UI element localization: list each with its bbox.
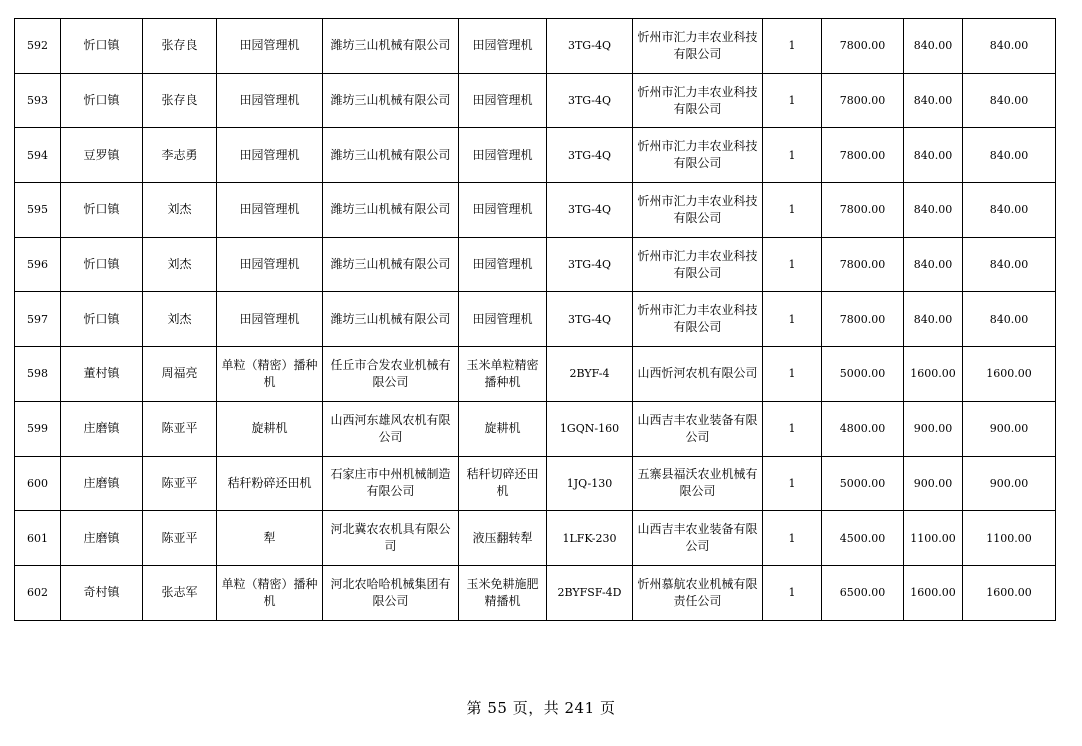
table-row	[15, 237, 1056, 292]
sale-price-cell: 5000.00	[822, 347, 904, 402]
total-page-count: 241	[564, 699, 595, 717]
sale-price-cell: 7800.00	[822, 183, 904, 238]
total-subsidy-cell: 900.00	[963, 401, 1056, 456]
central-subsidy-cell: 840.00	[904, 73, 963, 128]
dealer-cell: 忻州市汇力丰农业科技有限公司	[633, 292, 763, 347]
sale-price-cell: 5000.00	[822, 456, 904, 511]
buyer-name-cell: 李志勇	[143, 128, 217, 183]
town-cell: 董村镇	[61, 347, 143, 402]
total-subsidy-cell: 900.00	[963, 456, 1056, 511]
buyer-name-cell: 刘杰	[143, 183, 217, 238]
dealer-cell: 山西吉丰农业装备有限公司	[633, 511, 763, 566]
buyer-name-cell: 周福亮	[143, 347, 217, 402]
buyer-name-cell: 陈亚平	[143, 511, 217, 566]
product-name-cell: 田园管理机	[459, 237, 547, 292]
town-cell: 忻口镇	[61, 292, 143, 347]
product-name-cell: 玉米免耕施肥精播机	[459, 565, 547, 620]
footer-middle: 页，共	[512, 699, 560, 717]
buyer-name-cell: 刘杰	[143, 237, 217, 292]
model-cell: 1LFK-230	[547, 511, 633, 566]
sale-price-cell: 7800.00	[822, 73, 904, 128]
table-row	[15, 73, 1056, 128]
machine-category-cell: 犁	[217, 511, 323, 566]
product-name-cell: 玉米单粒精密播种机	[459, 347, 547, 402]
town-cell: 忻口镇	[61, 73, 143, 128]
quantity-cell: 1	[763, 456, 822, 511]
product-name-cell: 液压翻转犁	[459, 511, 547, 566]
central-subsidy-cell: 1600.00	[904, 565, 963, 620]
sale-price-cell: 7800.00	[822, 128, 904, 183]
total-subsidy-cell: 840.00	[963, 292, 1056, 347]
model-cell: 2BYFSF-4D	[547, 565, 633, 620]
row-number-cell: 600	[15, 456, 61, 511]
central-subsidy-cell: 840.00	[904, 19, 963, 74]
table-row	[15, 347, 1056, 402]
footer-suffix: 页	[599, 699, 616, 717]
central-subsidy-cell: 840.00	[904, 237, 963, 292]
subsidy-table	[14, 18, 1056, 621]
buyer-name-cell: 陈亚平	[143, 456, 217, 511]
machine-category-cell: 秸秆粉碎还田机	[217, 456, 323, 511]
town-cell: 奇村镇	[61, 565, 143, 620]
machine-category-cell: 田园管理机	[217, 183, 323, 238]
row-number-cell: 599	[15, 401, 61, 456]
product-name-cell: 田园管理机	[459, 292, 547, 347]
model-cell: 3TG-4Q	[547, 237, 633, 292]
buyer-name-cell: 刘杰	[143, 292, 217, 347]
quantity-cell: 1	[763, 511, 822, 566]
central-subsidy-cell: 900.00	[904, 456, 963, 511]
product-name-cell: 田园管理机	[459, 19, 547, 74]
total-subsidy-cell: 840.00	[963, 19, 1056, 74]
sale-price-cell: 7800.00	[822, 19, 904, 74]
table-row	[15, 511, 1056, 566]
model-cell: 3TG-4Q	[547, 128, 633, 183]
total-subsidy-cell: 840.00	[963, 183, 1056, 238]
dealer-cell: 忻州市汇力丰农业科技有限公司	[633, 183, 763, 238]
manufacturer-cell: 石家庄市中州机械制造有限公司	[323, 456, 459, 511]
dealer-cell: 忻州市汇力丰农业科技有限公司	[633, 237, 763, 292]
town-cell: 忻口镇	[61, 237, 143, 292]
dealer-cell: 忻州市汇力丰农业科技有限公司	[633, 128, 763, 183]
model-cell: 1JQ-130	[547, 456, 633, 511]
row-number-cell: 597	[15, 292, 61, 347]
model-cell: 3TG-4Q	[547, 183, 633, 238]
machine-category-cell: 单粒（精密）播种机	[217, 565, 323, 620]
row-number-cell: 601	[15, 511, 61, 566]
buyer-name-cell: 张存良	[143, 73, 217, 128]
central-subsidy-cell: 900.00	[904, 401, 963, 456]
page-footer	[0, 697, 1082, 718]
row-number-cell: 602	[15, 565, 61, 620]
dealer-cell: 忻州市汇力丰农业科技有限公司	[633, 73, 763, 128]
manufacturer-cell: 潍坊三山机械有限公司	[323, 19, 459, 74]
dealer-cell: 忻州市汇力丰农业科技有限公司	[633, 19, 763, 74]
central-subsidy-cell: 840.00	[904, 183, 963, 238]
dealer-cell: 五寨县福沃农业机械有限公司	[633, 456, 763, 511]
buyer-name-cell: 陈亚平	[143, 401, 217, 456]
machine-category-cell: 旋耕机	[217, 401, 323, 456]
quantity-cell: 1	[763, 183, 822, 238]
sale-price-cell: 6500.00	[822, 565, 904, 620]
quantity-cell: 1	[763, 347, 822, 402]
machine-category-cell: 田园管理机	[217, 19, 323, 74]
model-cell: 2BYF-4	[547, 347, 633, 402]
town-cell: 豆罗镇	[61, 128, 143, 183]
sale-price-cell: 7800.00	[822, 292, 904, 347]
total-subsidy-cell: 1600.00	[963, 565, 1056, 620]
product-name-cell: 田园管理机	[459, 128, 547, 183]
manufacturer-cell: 任丘市合发农业机械有限公司	[323, 347, 459, 402]
quantity-cell: 1	[763, 401, 822, 456]
row-number-cell: 595	[15, 183, 61, 238]
town-cell: 庄磨镇	[61, 511, 143, 566]
table-row	[15, 183, 1056, 238]
machine-category-cell: 田园管理机	[217, 292, 323, 347]
town-cell: 忻口镇	[61, 19, 143, 74]
buyer-name-cell: 张存良	[143, 19, 217, 74]
quantity-cell: 1	[763, 237, 822, 292]
row-number-cell: 592	[15, 19, 61, 74]
model-cell: 3TG-4Q	[547, 19, 633, 74]
central-subsidy-cell: 1600.00	[904, 347, 963, 402]
footer-prefix: 第	[466, 699, 483, 717]
machine-category-cell: 田园管理机	[217, 73, 323, 128]
dealer-cell: 山西吉丰农业装备有限公司	[633, 401, 763, 456]
quantity-cell: 1	[763, 19, 822, 74]
quantity-cell: 1	[763, 73, 822, 128]
row-number-cell: 594	[15, 128, 61, 183]
sale-price-cell: 4500.00	[822, 511, 904, 566]
quantity-cell: 1	[763, 128, 822, 183]
manufacturer-cell: 潍坊三山机械有限公司	[323, 128, 459, 183]
buyer-name-cell: 张志军	[143, 565, 217, 620]
table-row	[15, 456, 1056, 511]
total-subsidy-cell: 840.00	[963, 128, 1056, 183]
table-body	[15, 19, 1056, 621]
total-subsidy-cell: 1100.00	[963, 511, 1056, 566]
quantity-cell: 1	[763, 565, 822, 620]
total-subsidy-cell: 1600.00	[963, 347, 1056, 402]
dealer-cell: 山西忻河农机有限公司	[633, 347, 763, 402]
central-subsidy-cell: 840.00	[904, 292, 963, 347]
product-name-cell: 旋耕机	[459, 401, 547, 456]
product-name-cell: 田园管理机	[459, 183, 547, 238]
model-cell: 3TG-4Q	[547, 292, 633, 347]
town-cell: 庄磨镇	[61, 401, 143, 456]
total-subsidy-cell: 840.00	[963, 237, 1056, 292]
total-subsidy-cell: 840.00	[963, 73, 1056, 128]
table-row	[15, 19, 1056, 74]
product-name-cell: 秸秆切碎还田机	[459, 456, 547, 511]
quantity-cell: 1	[763, 292, 822, 347]
manufacturer-cell: 潍坊三山机械有限公司	[323, 183, 459, 238]
manufacturer-cell: 潍坊三山机械有限公司	[323, 292, 459, 347]
manufacturer-cell: 河北冀农农机具有限公司	[323, 511, 459, 566]
row-number-cell: 598	[15, 347, 61, 402]
current-page-number: 55	[487, 699, 508, 717]
manufacturer-cell: 潍坊三山机械有限公司	[323, 237, 459, 292]
machine-category-cell: 田园管理机	[217, 237, 323, 292]
model-cell: 3TG-4Q	[547, 73, 633, 128]
manufacturer-cell: 潍坊三山机械有限公司	[323, 73, 459, 128]
machine-category-cell: 田园管理机	[217, 128, 323, 183]
table-row	[15, 292, 1056, 347]
table-row	[15, 401, 1056, 456]
machine-category-cell: 单粒（精密）播种机	[217, 347, 323, 402]
model-cell: 1GQN-160	[547, 401, 633, 456]
central-subsidy-cell: 840.00	[904, 128, 963, 183]
sale-price-cell: 4800.00	[822, 401, 904, 456]
dealer-cell: 忻州慕航农业机械有限责任公司	[633, 565, 763, 620]
row-number-cell: 596	[15, 237, 61, 292]
town-cell: 忻口镇	[61, 183, 143, 238]
manufacturer-cell: 山西河东雄风农机有限公司	[323, 401, 459, 456]
product-name-cell: 田园管理机	[459, 73, 547, 128]
town-cell: 庄磨镇	[61, 456, 143, 511]
row-number-cell: 593	[15, 73, 61, 128]
manufacturer-cell: 河北农哈哈机械集团有限公司	[323, 565, 459, 620]
sale-price-cell: 7800.00	[822, 237, 904, 292]
central-subsidy-cell: 1100.00	[904, 511, 963, 566]
table-row	[15, 128, 1056, 183]
table-row	[15, 565, 1056, 620]
